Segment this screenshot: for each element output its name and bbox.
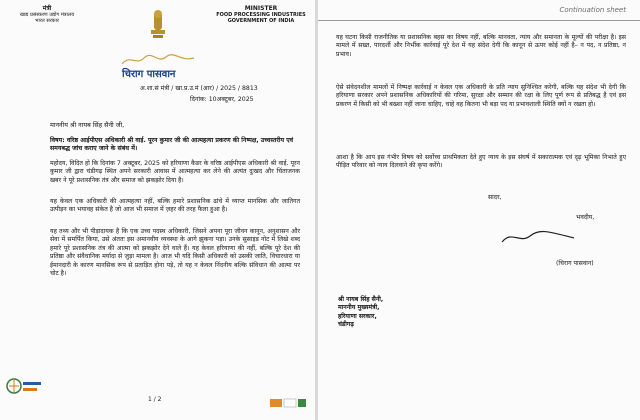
header-hindi-title: मंत्री xyxy=(42,5,52,12)
paragraph-3: यह तथ्य और भी पीड़ादायक है कि एक उच्च पदस्थ अधिकारी, जिसने अपना पूरा जीवन कानून, अनुशासन और सेवा में समर्पित किया, उसे अंततः इस अमानवीय व्यवस्था के आगे झुकना पड़ा। उनके सुसाइड नोट में लिखे शब्द हमारे पूरे प्रशासनिक तंत्र की आत्मा को झकझोर देने वाले हैं। यह केवल हरियाणा की नहीं, बल्कि पूरे देश की प्रतिष्ठा और संवैधानिक मर्यादा से जुड़ा मामला है। आज भी यदि किसी अधिकारी को उसकी जाति, विचारधारा या ईमानदारी के कारण मानसिक रूप से प्रताड़ित होना पड़े, तो यह न केवल निंदनीय बल्कि संविधान की आत्मा पर चोट है। xyxy=(50,228,300,278)
header-english-govt: GOVERNMENT OF INDIA xyxy=(227,18,295,24)
world-food-india-logo-icon xyxy=(4,376,44,402)
closing-regards: सादर, xyxy=(488,194,502,201)
paragraph-6: आशा है कि आप इस गंभीर विषय को सर्वोच्च प्राथमिकता देते हुए न्याय के इस संघर्ष में सकारात्मक एवं दृढ़ भूमिका निभाते हुए पीड़ित परिवार को न्याय दिलवाने की कृपा करेंगे। xyxy=(336,154,626,170)
header-hindi-ministry: खाद्य प्रसंस्करण उद्योग मंत्रालय xyxy=(19,12,75,18)
paragraph-5: ऐसे संवेदनशील मामलों में निष्पक्ष कार्रवाई न केवल एक अधिकारी के प्रति न्याय सुनिश्चित करेगी, बल्कि यह संदेश भी देगी कि हरियाणा सरकार अपने प्रशासनिक अधिकारियों की गरिमा, सुरक्षा और सम्मान की रक्षा के लिए पूर्ण रूप से प्रतिबद्ध है एवं इस प्रकरण में किसी को भी बख्शा नहीं जाना चाहिए, चाहे वह कितना भी बड़ा पद या प्रभावशाली स्थिति क्यों न रखता हो। xyxy=(336,84,626,108)
signer-name: (चिराग पासवान) xyxy=(556,260,594,267)
signature-icon xyxy=(498,224,578,250)
recipient-designation: माननीय मुख्यमंत्री, xyxy=(338,304,380,312)
recipient-govt: हरियाणा सरकार, xyxy=(338,312,377,320)
closing-yours: भवदीय, xyxy=(576,214,595,221)
continuation-label: Continuation sheet xyxy=(559,6,626,14)
reference-number: अ.शा.सं मंत्री / खा.प्र.उ.मं (आर) / 2025 / 8813 xyxy=(140,85,258,92)
salutation: माननीय श्री नायब सिंह सैनी जी, xyxy=(50,121,125,129)
header-english xyxy=(211,6,311,24)
header-english-ministry: FOOD PROCESSING INDUSTRIES xyxy=(216,12,306,18)
page-number: 1 / 2 xyxy=(148,396,162,403)
header-hindi-govt: भारत सरकार xyxy=(35,18,59,24)
paragraph-2: यह केवल एक अधिकारी की आत्महत्या नहीं, बल्कि हमारे प्रशासनिक ढांचे में व्याप्त मानसिक और जातिगत उत्पीड़न का भयावह संकेत है जो आज भी समाज में ज़हर की तरह फैला हुआ है। xyxy=(50,198,300,214)
header-hindi xyxy=(4,6,90,24)
paragraph-4: यह घटना किसी राजनीतिक या प्रशासनिक बहस का विषय नहीं, बल्कि मानवता, न्याय और समानता के मूल्यों की परीक्षा है। इस मामले में सख्त, पारदर्शी और निर्भीक कार्रवाई पूरे देश में यह संदेश देगी कि कानून से ऊपर कोई नहीं है– न पद, न प्रतिष्ठा, न प्रभाव। xyxy=(336,34,626,58)
letter-page-1 xyxy=(0,0,315,420)
recipient-block xyxy=(338,296,383,330)
national-emblem-icon xyxy=(148,8,168,48)
header-english-title: MINISTER xyxy=(244,5,278,12)
recipient-city: चंडीगढ़ xyxy=(338,321,354,329)
letter-date: दिनांक: 10अक्टूबर, 2025 xyxy=(190,96,254,103)
header-divider xyxy=(318,20,640,21)
subject-line: विषय: वरिष्ठ आईपीएस अधिकारी श्री वाई. पूरन कुमार जी की आत्महत्या प्रकरण की निष्पक्ष, उच्चस्तरीय एवं समयबद्ध जांच कराए जाने के संबंध में। xyxy=(50,137,294,153)
letter-page-2 xyxy=(318,0,640,420)
signature-name: चिराग पासवान xyxy=(122,69,176,80)
recipient-name: श्री नायब सिंह सैनी, xyxy=(338,296,384,303)
paragraph-1: महोदय, विदित हो कि दिनांक 7 अक्टूबर, 2025 को हरियाणा कैडर के वरिष्ठ आईपीएस अधिकारी श्री वाई. पूरन कुमार जी द्वारा चंडीगढ़ स्थित अपने सरकारी आवास में आत्महत्या कर लेने की अत्यंत दुःखद और चिंताजनक खबर ने पूरे प्रशासनिक तंत्र और समाज को झकझोर दिया है। xyxy=(50,160,300,184)
campaign-logo-icon xyxy=(268,396,308,410)
